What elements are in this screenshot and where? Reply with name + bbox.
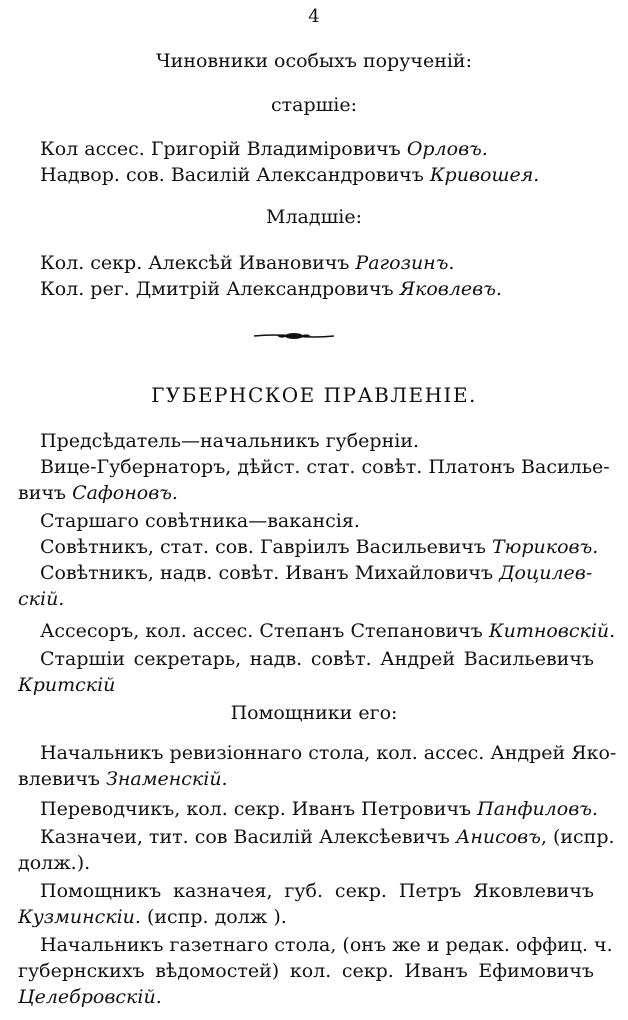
official-rank: Кол. секр. Алексѣй Ивановичъ xyxy=(40,252,356,274)
text-line: долж.). xyxy=(18,852,91,874)
senior-official-1 xyxy=(40,138,488,160)
official-surname: Кривошея. xyxy=(429,164,540,186)
text-line: Старшіи секретарь, надв. совѣт. Андрей Васильевичъ xyxy=(40,648,594,670)
text-line: Совѣтникъ, стат. сов. Гавріилъ Васильевичъ Тюриковъ. xyxy=(40,536,599,558)
official-surname: Орловъ. xyxy=(406,138,488,160)
text-line: Казначеи, тит. сов Василій Алексѣевичъ Анисовъ, (испр. xyxy=(40,826,615,848)
text-line: Старшаго совѣтника—вакансія. xyxy=(40,510,360,532)
text-line: Кузминскіи. (испр. долж ). xyxy=(18,906,287,928)
junior-official-2 xyxy=(40,278,502,300)
text-line: Начальникъ газетнаго стола, (онъ же и редак. оффиц. ч. xyxy=(40,934,613,956)
official-rank: Кол ассес. Григорій Владиміровичъ xyxy=(40,138,407,160)
text-line: Вице-Губернаторъ, дѣйст. стат. совѣт. Платонъ Василье- xyxy=(40,456,610,478)
text-line xyxy=(18,588,64,610)
text-line: Помощникъ казначея, губ. секр. Петръ Яковлевичъ xyxy=(40,880,594,902)
text-line: влевичъ Знаменскій. xyxy=(18,768,228,790)
page-number: 4 xyxy=(308,6,320,27)
text-line: Ассесоръ, кол. ассес. Степанъ Степановичъ Китновскій. xyxy=(40,620,616,642)
text-line: вичъ Сафоновъ. xyxy=(18,482,178,504)
text-line: Переводчикъ, кол. секр. Иванъ Петровичъ Панфиловъ. xyxy=(40,798,598,820)
official-rank: Кол. рег. Дмитрій Александровичъ xyxy=(40,278,400,300)
official-surname: Кузминскіи. xyxy=(18,906,141,928)
officials-heading: Чиновники особыхъ порученій: xyxy=(155,50,473,72)
senior-heading: старшіе: xyxy=(270,94,358,116)
ornamental-divider xyxy=(254,332,334,340)
text-line: Совѣтникъ, надв. совѣт. Иванъ Михайловичъ Доцилев- xyxy=(40,562,593,584)
official-surname: скій. xyxy=(18,588,65,610)
official-surname: Сафоновъ. xyxy=(72,482,178,504)
senior-official-2 xyxy=(40,164,539,186)
official-surname: Знаменскій. xyxy=(106,768,228,790)
official-surname: Доцилев- xyxy=(499,562,593,584)
text-line xyxy=(18,674,115,696)
text-line: Начальникъ ревизіоннаго стола, кол. ассес. Андрей Яко- xyxy=(40,742,617,764)
official-surname: Тюриковъ. xyxy=(491,536,599,558)
official-surname: Яковлевъ. xyxy=(399,278,502,300)
official-surname: Анисовъ xyxy=(455,826,541,848)
official-surname: Критскій xyxy=(18,674,116,696)
assistants-heading: Помощники его: xyxy=(230,702,398,724)
text-line: Предсѣдатель—начальникъ губерніи. xyxy=(40,430,420,452)
official-surname: Целебровскій. xyxy=(18,986,162,1008)
text-line: губернскихъ вѣдомостей) кол. секр. Иванъ Ефимовичъ xyxy=(18,960,594,982)
section-title: ГУБЕРНСКОЕ ПРАВЛЕНІЕ. xyxy=(151,383,477,407)
official-surname: Китновскій. xyxy=(488,620,616,642)
official-surname: Рагозинъ. xyxy=(355,252,455,274)
junior-heading: Младшіе: xyxy=(266,206,362,228)
official-rank: Надвор. сов. Василій Александровичъ xyxy=(40,164,430,186)
official-surname: Панфиловъ. xyxy=(477,798,598,820)
junior-official-1 xyxy=(40,252,454,274)
text-line xyxy=(18,986,162,1008)
